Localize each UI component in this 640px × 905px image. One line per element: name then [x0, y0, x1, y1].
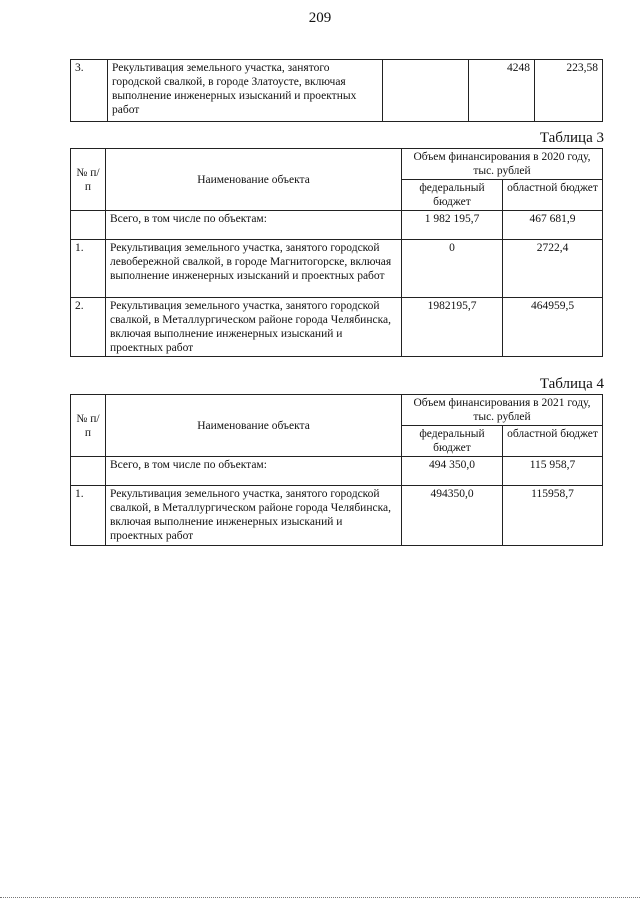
table-row — [71, 486, 603, 546]
row-number: 1. — [71, 486, 106, 546]
federal-budget-value: 4248 — [469, 60, 535, 122]
total-federal: 1 982 195,7 — [402, 211, 503, 240]
header-row — [71, 395, 603, 426]
header-federal-budget: федеральный бюджет — [402, 426, 503, 457]
object-name: Рекультивация земельного участка, занятого городской свалкой, в Металлургическом районе города Челябинска, включая выполнение инженерных изысканий и проектных работ — [106, 298, 402, 357]
object-name: Рекультивация земельного участка, занятого городской левобережной свалкой, в городе Магнитогорске, включая выполнение инженерных изысканий и проектных работ — [106, 240, 402, 298]
total-regional: 467 681,9 — [503, 211, 603, 240]
table-row — [71, 298, 603, 357]
continuation-table — [70, 59, 603, 122]
regional-budget-value: 223,58 — [535, 60, 603, 122]
header-regional-budget: областной бюджет — [503, 180, 603, 211]
regional-budget-value: 115958,7 — [503, 486, 603, 546]
table-4-caption: Таблица 4 — [539, 376, 604, 392]
page-number: 209 — [308, 10, 332, 26]
federal-budget-value: 494350,0 — [402, 486, 503, 546]
federal-budget-value: 1982195,7 — [402, 298, 503, 357]
header-funding: Объем финансирования в 2021 году, тыс. рублей — [402, 395, 603, 426]
table-3-caption: Таблица 3 — [539, 130, 604, 146]
federal-budget-value: 0 — [402, 240, 503, 298]
empty-cell — [71, 211, 106, 240]
header-regional-budget: областной бюджет — [503, 426, 603, 457]
header-object-name: Наименование объекта — [106, 149, 402, 211]
header-number: № п/п — [71, 149, 106, 211]
row-number: 1. — [71, 240, 106, 298]
total-federal: 494 350,0 — [402, 457, 503, 486]
header-funding: Объем финансирования в 2020 году, тыс. рублей — [402, 149, 603, 180]
total-regional: 115 958,7 — [503, 457, 603, 486]
header-number: № п/п — [71, 395, 106, 457]
footer-divider — [0, 897, 640, 898]
regional-budget-value: 2722,4 — [503, 240, 603, 298]
object-name: Рекультивация земельного участка, занятого городской свалкой, в Металлургическом районе города Челябинска, включая выполнение инженерных изысканий и проектных работ — [106, 486, 402, 546]
table-4 — [70, 394, 603, 546]
empty-cell — [383, 60, 469, 122]
total-label: Всего, в том числе по объектам: — [106, 457, 402, 486]
header-row — [71, 149, 603, 180]
table-row — [71, 240, 603, 298]
table-3 — [70, 148, 603, 357]
header-federal-budget: федеральный бюджет — [402, 180, 503, 211]
total-label: Всего, в том числе по объектам: — [106, 211, 402, 240]
total-row — [71, 211, 603, 240]
header-object-name: Наименование объекта — [106, 395, 402, 457]
empty-cell — [71, 457, 106, 486]
regional-budget-value: 464959,5 — [503, 298, 603, 357]
object-name: Рекультивация земельного участка, занятого городской свалкой, в городе Златоусте, включая выполнение инженерных изысканий и проектных работ — [108, 60, 383, 122]
row-number: 2. — [71, 298, 106, 357]
total-row — [71, 457, 603, 486]
table-row — [71, 60, 603, 122]
row-number: 3. — [71, 60, 108, 122]
